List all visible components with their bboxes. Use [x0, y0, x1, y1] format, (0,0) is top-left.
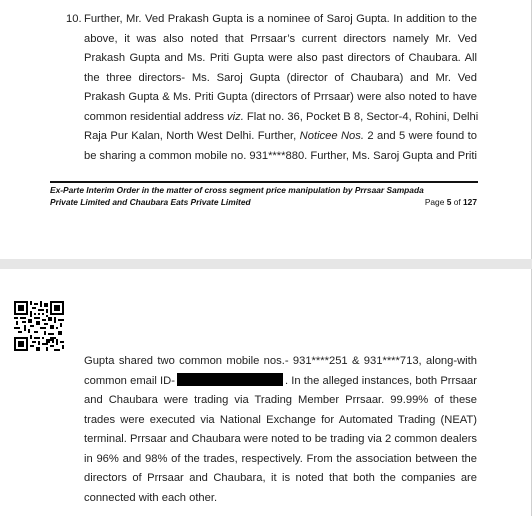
page-of: of	[451, 196, 464, 207]
paragraph-line: trades were executed via National Exchange for Automated Trading (NEAT)	[84, 413, 477, 426]
paragraph-number: 10.	[66, 13, 82, 25]
footer-title-line: Private Limited and Chaubara Eats Private Limited	[50, 196, 251, 207]
italic-noticee: Noticee Nos.	[299, 130, 364, 142]
page-number	[425, 197, 477, 209]
paragraph-line: the three directors- Ms. Saroj Gupta (director of Chaubara) and Mr. Ved	[84, 71, 477, 84]
footer-title	[50, 185, 478, 208]
paragraph-line: directors of Prrsaar and Chaubara, it is noted that both the companies are	[84, 472, 477, 484]
paragraph-line: Prakash Gupta and Ms. Priti Gupta were also past directors of Chaubara. All	[84, 52, 477, 64]
page-current: 5	[446, 196, 452, 207]
page-total: 127	[463, 196, 477, 207]
text-segment: 2 and 5 were found to	[363, 130, 477, 142]
redacted-email-box	[177, 373, 283, 386]
page-gap	[0, 259, 532, 269]
paragraph-line: Gupta shared two common mobile nos.- 931****251 & 931****713, along-with	[84, 355, 477, 367]
paragraph-line: terminal. Prrsaar and Chaubara were noted to be trading via 2 common dealers	[84, 433, 478, 445]
document-page-bottom	[0, 269, 532, 516]
paragraph-line-email	[84, 372, 477, 392]
footer-rule	[50, 181, 478, 183]
footer-title-line: Ex-Parte Interim Order in the matter of cross segment price manipulation by Prrsaar Sampada	[50, 185, 424, 195]
qr-code-icon	[14, 301, 64, 351]
paragraph-line: connected with each other.	[84, 491, 218, 504]
paragraph-10	[84, 10, 477, 166]
paragraph-line: in 96% and 98% of the trades, respectively. From the association between the	[84, 452, 477, 465]
text-segment: Raja Pur Kalan, North West Delhi. Further,	[84, 130, 300, 142]
paragraph-line: above, it was also noted that Prrsaar’s current directors namely Mr. Ved	[84, 32, 477, 45]
paragraph-line-address	[84, 108, 477, 128]
paragraph-line: Further, Mr. Ved Prakash Gupta is a nominee of Saroj Gupta. In addition to the	[84, 13, 477, 25]
text-segment: common email ID-	[84, 374, 175, 387]
paragraph-line: Prakash Gupta & Ms. Priti Gupta (directors of Prrsaar) were also noted to have	[84, 91, 477, 103]
paragraph-line: be sharing a common mobile no. 931****880. Further, Ms. Saroj Gupta and Priti	[84, 149, 478, 162]
italic-viz: viz.	[227, 110, 244, 123]
text-segment: common residential address	[84, 110, 228, 123]
text-segment: . In the alleged instances, both Prrsaar	[284, 374, 477, 387]
text-segment: Flat no. 36, Pocket B 8, Sector-4, Rohini, Delhi	[243, 110, 479, 123]
paragraph-line: and Chaubara were trading via Trading Member Prrsaar. 99.99% of these	[84, 394, 477, 406]
paragraph-10-continued	[84, 352, 477, 508]
page-label: Page	[424, 196, 447, 207]
paragraph-line-noticee	[84, 127, 477, 147]
